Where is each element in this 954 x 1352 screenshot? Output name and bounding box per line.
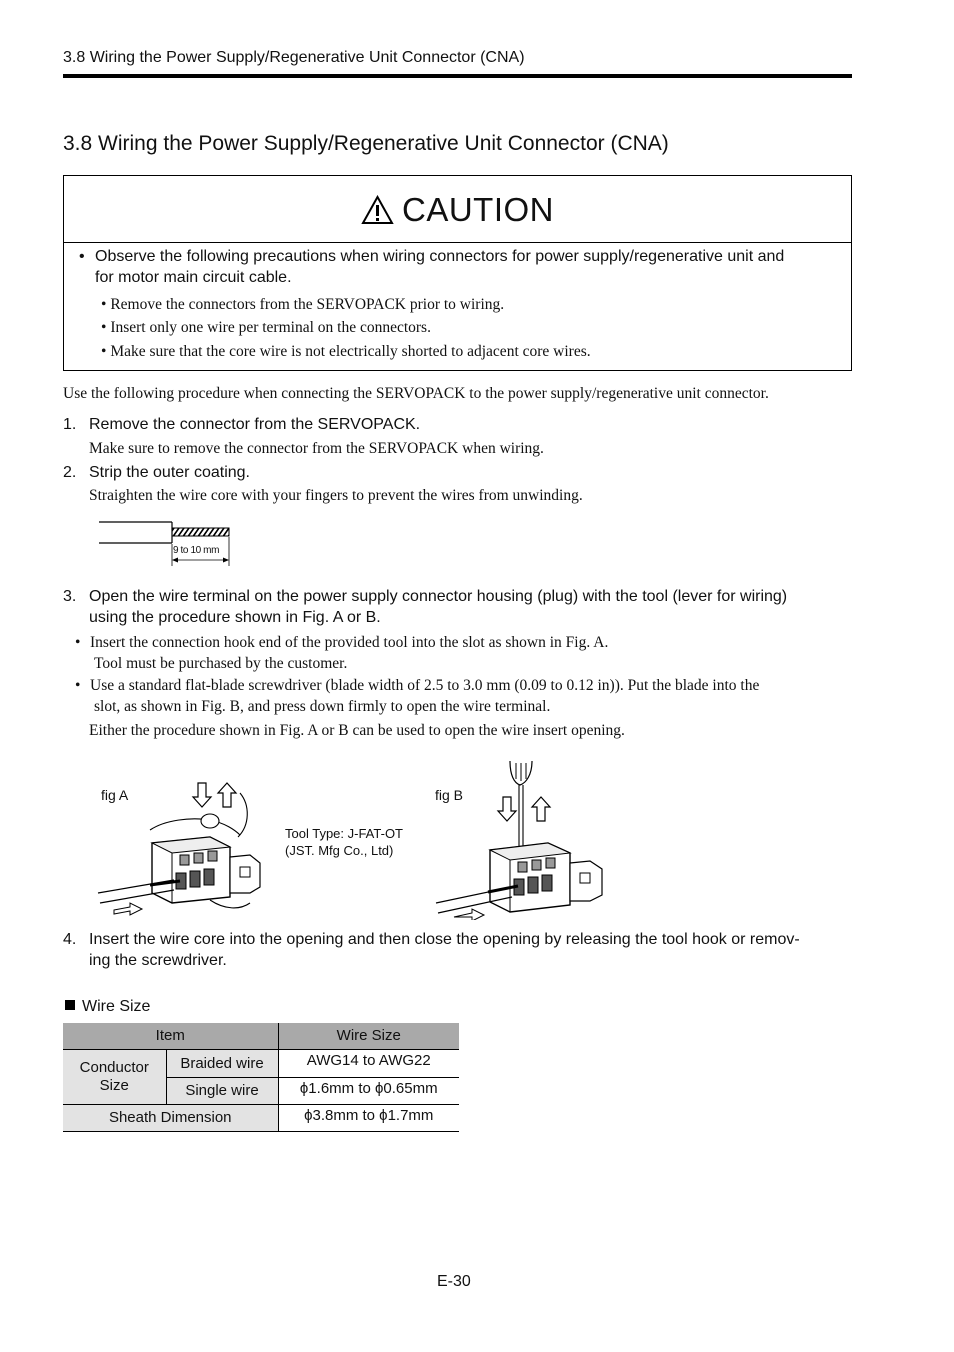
conductor-size-cell [63,1049,166,1104]
caution-main-line1: Observe the following precautions when wiring connectors for power supply/regenerative unit and [95,248,785,265]
tool-type-line2: (JST. Mfg Co., Ltd) [285,843,394,858]
step-number: 2. [63,464,77,481]
step3-bullet-line2: slot, as shown in Fig. B, and press down firmly to open the wire terminal. [94,698,551,715]
intro-paragraph: Use the following procedure when connecting the SERVOPACK to the power supply/regenerative unit connector. [63,385,769,402]
bullet-mark: • [75,634,81,651]
tool-type-label [285,825,403,859]
warning-triangle-icon [361,195,394,225]
caution-sub-bullet: • Insert only one wire per terminal on the connectors. [101,319,431,336]
caution-title: CAUTION [402,191,554,228]
step-title-line2: ing the screwdriver. [89,952,227,969]
step-number: 1. [63,416,77,433]
col-item-header: Item [63,1023,278,1049]
size-label: Size [99,1076,129,1094]
square-bullet-icon [65,1000,75,1010]
single-wire-value: ϕ1.6mm to ϕ0.65mm [278,1077,459,1104]
braided-wire-label: Braided wire [166,1049,278,1077]
running-header: 3.8 Wiring the Power Supply/Regenerative Unit Connector (CNA) [63,49,525,66]
fig-a-label: fig A [101,787,129,803]
strip-length-label: 9 to 10 mm [173,545,220,556]
fig-b-label: fig B [435,787,464,803]
col-wire-size-header: Wire Size [278,1023,459,1049]
step3-note: Either the procedure shown in Fig. A or B can be used to open the wire insert opening. [89,722,625,739]
single-wire-label: Single wire [166,1077,278,1104]
step-title-line1: Insert the wire core into the opening and then close the opening by releasing the tool hook or remov- [89,931,800,948]
table-row [63,1049,459,1077]
table-header-row [63,1023,459,1049]
tool-type-line1: Tool Type: J-FAT-OT [285,826,403,841]
step3-bullet-line1: Use a standard flat-blade screwdriver (blade width of 2.5 to 3.0 mm (0.09 to 0.12 in)). Put the blade into the [90,677,760,694]
step-title-line1: Open the wire terminal on the power supply connector housing (plug) with the tool (lever for wiring) [89,588,788,605]
fig-a-illustration [90,775,285,920]
braided-wire-value: AWG14 to AWG22 [278,1049,459,1077]
caution-bullet-mark: • [79,248,85,265]
sheath-dimension-value: ϕ3.8mm to ϕ1.7mm [278,1104,459,1131]
caution-main-line2: for motor main circuit cable. [95,269,292,286]
step-number: 4. [63,931,77,948]
page-number: E-30 [437,1273,471,1290]
caution-heading [361,191,554,229]
step-number: 3. [63,588,77,605]
header-rule [63,74,852,78]
conductor-label: Conductor [79,1058,149,1076]
bullet-mark: • [75,677,81,694]
fig-b-illustration [430,755,610,920]
step3-bullet-line2: Tool must be purchased by the customer. [94,655,348,672]
step-title: Remove the connector from the SERVOPACK. [89,416,421,433]
step-description: Make sure to remove the connector from the SERVOPACK when wiring. [89,440,544,457]
step-description: Straighten the wire core with your fingers to prevent the wires from unwinding. [89,487,583,504]
table-row [63,1104,459,1131]
wire-strip-diagram [95,518,240,568]
section-title: 3.8 Wiring the Power Supply/Regenerative Unit Connector (CNA) [63,132,669,155]
caution-sub-bullet: • Make sure that the core wire is not electrically shorted to adjacent core wires. [101,343,591,360]
step3-bullet-line1: Insert the connection hook end of the provided tool into the slot as shown in Fig. A. [90,634,609,651]
wire-size-heading: Wire Size [82,998,151,1015]
caution-sub-bullet: • Remove the connectors from the SERVOPACK prior to wiring. [101,296,505,313]
caution-header [64,176,851,243]
sheath-dimension-label: Sheath Dimension [63,1104,278,1131]
step-title-line2: using the procedure shown in Fig. A or B. [89,609,381,626]
wire-size-table [63,1023,459,1132]
step-title: Strip the outer coating. [89,464,250,481]
caution-box [63,175,852,371]
